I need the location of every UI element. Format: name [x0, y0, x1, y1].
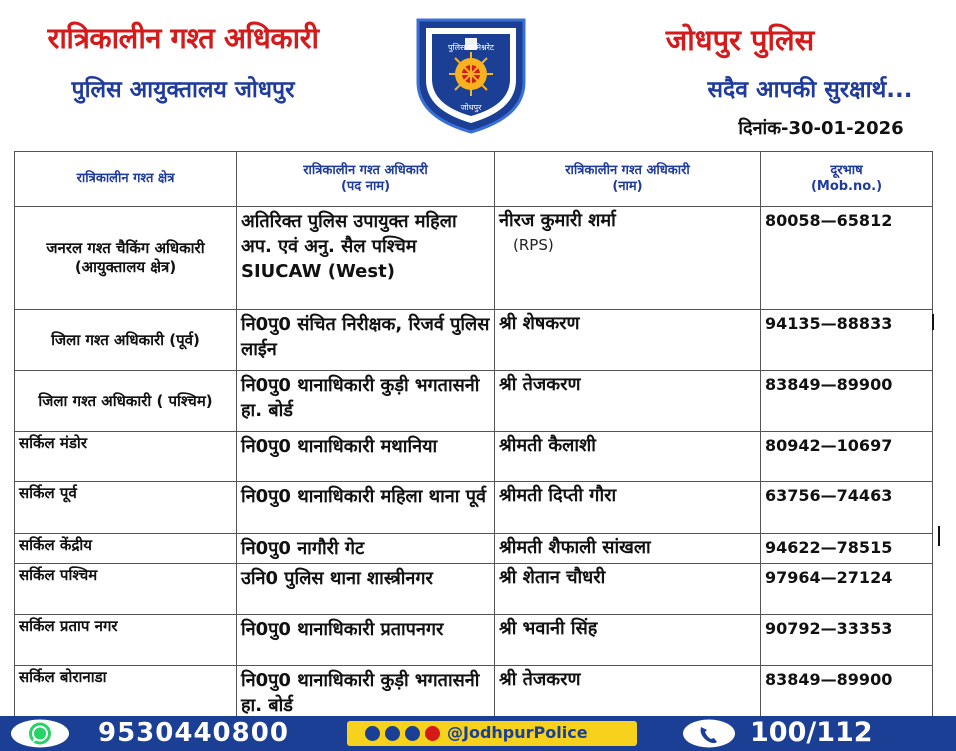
- area-cell: सर्किल पूर्व: [15, 482, 237, 534]
- phone-cell: 94622—78515: [761, 534, 933, 564]
- whatsapp-icon: [10, 719, 70, 748]
- area-cell: सर्किल प्रताप नगर: [15, 615, 237, 666]
- phone-cell: 80942—10697: [761, 432, 933, 482]
- contact-footer: [0, 716, 956, 751]
- table-row: [15, 371, 933, 432]
- header-area: रात्रिकालीन गश्त क्षेत्र: [15, 152, 237, 207]
- officer-post-cell: नि0पु0 थानाधिकारी कुड़ी भगतासनी हा. बोर्ड: [237, 666, 495, 721]
- officer-post-cell: नि0पु0 थानाधिकारी कुड़ी भगतासनी हा. बोर्ड: [237, 371, 495, 432]
- header-phone: दूरभाष (Mob.no.): [761, 152, 933, 207]
- area-cell: जनरल गश्त चैकिंग अधिकारी (आयुक्तालय क्षेत्र): [15, 207, 237, 310]
- phone-cell: 63756—74463: [761, 482, 933, 534]
- area-cell: सर्किल केंद्रीय: [15, 534, 237, 564]
- officer-name-cell: श्री भवानी सिंह: [495, 615, 761, 666]
- x-twitter-icon: [405, 726, 420, 741]
- social-media-strip: [347, 721, 637, 746]
- officer-name-cell: श्री शेतान चौधरी: [495, 564, 761, 615]
- phone-cell: 97964—27124: [761, 564, 933, 615]
- facebook-icon: [365, 726, 380, 741]
- area-cell: सर्किल मंडोर: [15, 432, 237, 482]
- emergency-numbers: 100/112: [750, 717, 873, 748]
- officer-post-cell: नि0पु0 नागौरी गेट: [237, 534, 495, 564]
- logo-ring-text: पुलिस कमिश्नरेट: [448, 43, 494, 52]
- header-officer-post: रात्रिकालीन गश्त अधिकारी (पद नाम): [237, 152, 495, 207]
- officer-name-cell: श्रीमती कैलाशी: [495, 432, 761, 482]
- officer-post-cell: नि0पु0 संचित निरीक्षक, रिजर्व पुलिस लाईन: [237, 310, 495, 371]
- officer-post-cell: नि0पु0 थानाधिकारी मथानिया: [237, 432, 495, 482]
- officer-name-cell: श्रीमती दिप्ती गौरा: [495, 482, 761, 534]
- officer-post-cell: नि0पु0 थानाधिकारी महिला थाना पूर्व: [237, 482, 495, 534]
- logo-city-text: जोधपुर: [460, 103, 482, 112]
- officer-post-cell: अतिरिक्त पुलिस उपायुक्त महिला अप. एवं अनु. सैल पश्चिम SIUCAW (West): [237, 207, 495, 310]
- phone-cell: 80058—65812: [761, 207, 933, 310]
- whatsapp-helpline-number: 9530440800: [98, 718, 289, 748]
- table-row: [15, 564, 933, 615]
- police-emblem-logo: [410, 12, 532, 134]
- table-header-row: [15, 152, 933, 207]
- brand-tagline: सदैव आपकी सुरक्षार्थ...: [707, 77, 913, 103]
- phone-call-icon: [682, 719, 736, 748]
- poster-title: रात्रिकालीन गश्त अधिकारी: [47, 21, 319, 55]
- table-row: [15, 615, 933, 666]
- table-row: [15, 432, 933, 482]
- officer-name-cell: श्रीमती शैफाली सांखला: [495, 534, 761, 564]
- youtube-icon: [425, 726, 440, 741]
- officer-post-cell: उनि0 पुलिस थाना शास्त्रीनगर: [237, 564, 495, 615]
- table-row: [15, 666, 933, 721]
- area-cell: सर्किल पश्चिम: [15, 564, 237, 615]
- area-cell: जिला गश्त अधिकारी (पूर्व): [15, 310, 237, 371]
- night-patrol-roster-table: [14, 151, 933, 721]
- area-cell: सर्किल बोरानाडा: [15, 666, 237, 721]
- officer-name-cell: श्री शेषकरण: [495, 310, 761, 371]
- roster-date: दिनांक-30-01-2026: [738, 118, 904, 139]
- table-row: [15, 207, 933, 310]
- phone-cell: 83849—89900: [761, 666, 933, 721]
- header-officer-name: रात्रिकालीन गश्त अधिकारी (नाम): [495, 152, 761, 207]
- poster-subtitle: पुलिस आयुक्तालय जोधपुर: [71, 77, 295, 103]
- officer-name-cell: श्री तेजकरण: [495, 666, 761, 721]
- table-row: [15, 534, 933, 564]
- officer-name-cell: श्री तेजकरण: [495, 371, 761, 432]
- officer-name-cell: नीरज कुमारी शर्मा (RPS): [495, 207, 761, 310]
- phone-cell: 94135—88833: [761, 310, 933, 371]
- social-handle: @JodhpurPolice: [447, 723, 588, 742]
- phone-cell: 90792—33353: [761, 615, 933, 666]
- officer-rank: (RPS): [513, 236, 554, 254]
- scan-mark: [938, 526, 940, 546]
- poster-header: [0, 0, 956, 150]
- instagram-icon: [385, 726, 400, 741]
- phone-cell: 83849—89900: [761, 371, 933, 432]
- scan-mark: [932, 314, 934, 330]
- table-row: [15, 482, 933, 534]
- area-cell: जिला गश्त अधिकारी ( पश्चिम): [15, 371, 237, 432]
- officer-post-cell: नि0पु0 थानाधिकारी प्रतापनगर: [237, 615, 495, 666]
- table-row: [15, 310, 933, 371]
- brand-title: जोधपुर पुलिस: [665, 23, 815, 57]
